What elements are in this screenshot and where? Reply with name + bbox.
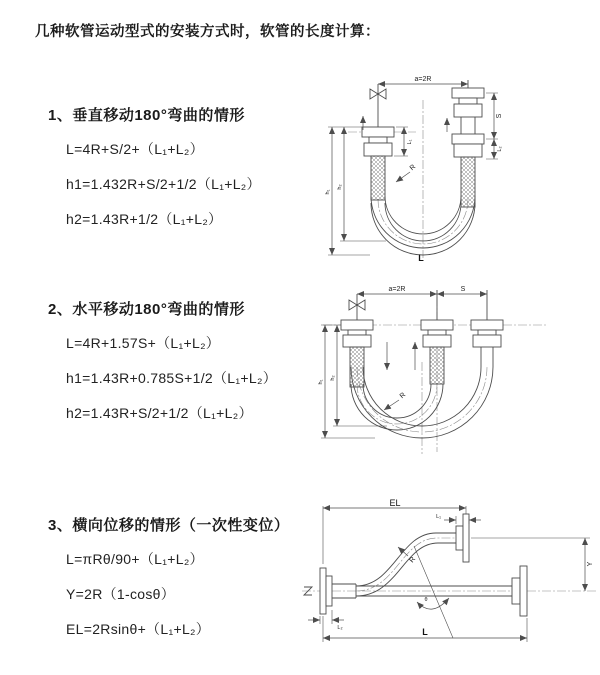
radius-callout (396, 164, 417, 182)
s-curve-hose-displaced (356, 514, 469, 596)
formula-line: h1=1.43R+0.785S+1/2（L₁+L₂） (66, 370, 277, 386)
formula-line: EL=2Rsinθ+（L₁+L₂） (66, 621, 211, 637)
dim-label-l2: L₂ (497, 146, 503, 152)
page-title: 几种软管运动型式的安装方式时，软管的长度计算： (35, 24, 380, 40)
section-3-heading: 3、横向位移的情形（一次性变位） (48, 517, 290, 534)
dim-label-h1: h₁ (318, 379, 324, 385)
diagram-vertical-180-bend (318, 72, 583, 262)
braided-hose-section (350, 347, 364, 387)
dimension-a2r (378, 76, 468, 84)
angle-label-theta: θ (424, 597, 428, 603)
section-2-heading: 2、水平移动180°弯曲的情形 (48, 301, 245, 318)
formula-line: L=4R+1.57S+（L₁+L₂） (66, 335, 221, 351)
right-pipe-fitting (452, 80, 484, 207)
dim-label-s: S (460, 286, 466, 293)
dim-label-y: Y (587, 561, 594, 567)
section-1-heading: 1、垂直移动180°弯曲的情形 (48, 107, 245, 124)
diagram-horizontal-180-bend (315, 282, 590, 462)
dimension-l (323, 616, 527, 642)
angle-theta (414, 546, 453, 638)
formula-line: L=πRθ/90+（L₁+L₂） (66, 551, 204, 567)
braided-hose-section (430, 347, 444, 384)
length-label: L (418, 253, 424, 262)
dimension-y (471, 538, 594, 591)
braided-hose-section (461, 157, 475, 207)
formula-line: h2=1.43R+1/2（L₁+L₂） (66, 211, 223, 227)
dimension-l1 (394, 127, 413, 156)
middle-pipe-fitting (421, 290, 453, 384)
radius-label: R (408, 163, 418, 173)
dim-label-l1: L₁ (407, 139, 413, 145)
left-pipe-fitting (362, 84, 394, 200)
dim-label-l2: L₂ (337, 625, 343, 631)
dimension-h1 (325, 127, 370, 255)
dim-label-h2: h₂ (330, 375, 336, 381)
dimension-s (486, 93, 503, 159)
formula-line: h1=1.432R+S/2+1/2（L₁+L₂） (66, 176, 261, 192)
formula-line: Y=2R（1-cosθ） (66, 586, 176, 602)
left-pipe-fitting (341, 294, 373, 387)
dim-label-h1: h₁ (325, 189, 331, 195)
dimension-l1 (436, 514, 481, 524)
radius-callout (384, 392, 407, 410)
formula-line: L=4R+S/2+（L₁+L₂） (66, 141, 204, 157)
right-pipe-fitting (471, 290, 503, 367)
dim-label-a2r: a=2R (388, 286, 406, 293)
diagram-lateral-displacement (298, 498, 600, 650)
radius-label: R (398, 391, 408, 401)
formula-line: h2=1.43R+S/2+1/2（L₁+L₂） (66, 405, 253, 421)
dimension-a2r (357, 286, 437, 294)
radius-callout (398, 547, 417, 564)
radius-label: R (408, 555, 418, 565)
dimension-el (323, 498, 466, 564)
dim-label-l1: L₁ (436, 514, 441, 520)
dim-label-a2r: a=2R (414, 76, 432, 83)
dimension-s (437, 286, 487, 294)
braided-hose-section (371, 156, 385, 200)
dim-label-s: S (496, 113, 503, 119)
dim-label-l: L (422, 627, 428, 637)
dim-label-el: EL (389, 498, 401, 508)
dim-label-h2: h₂ (337, 184, 343, 190)
